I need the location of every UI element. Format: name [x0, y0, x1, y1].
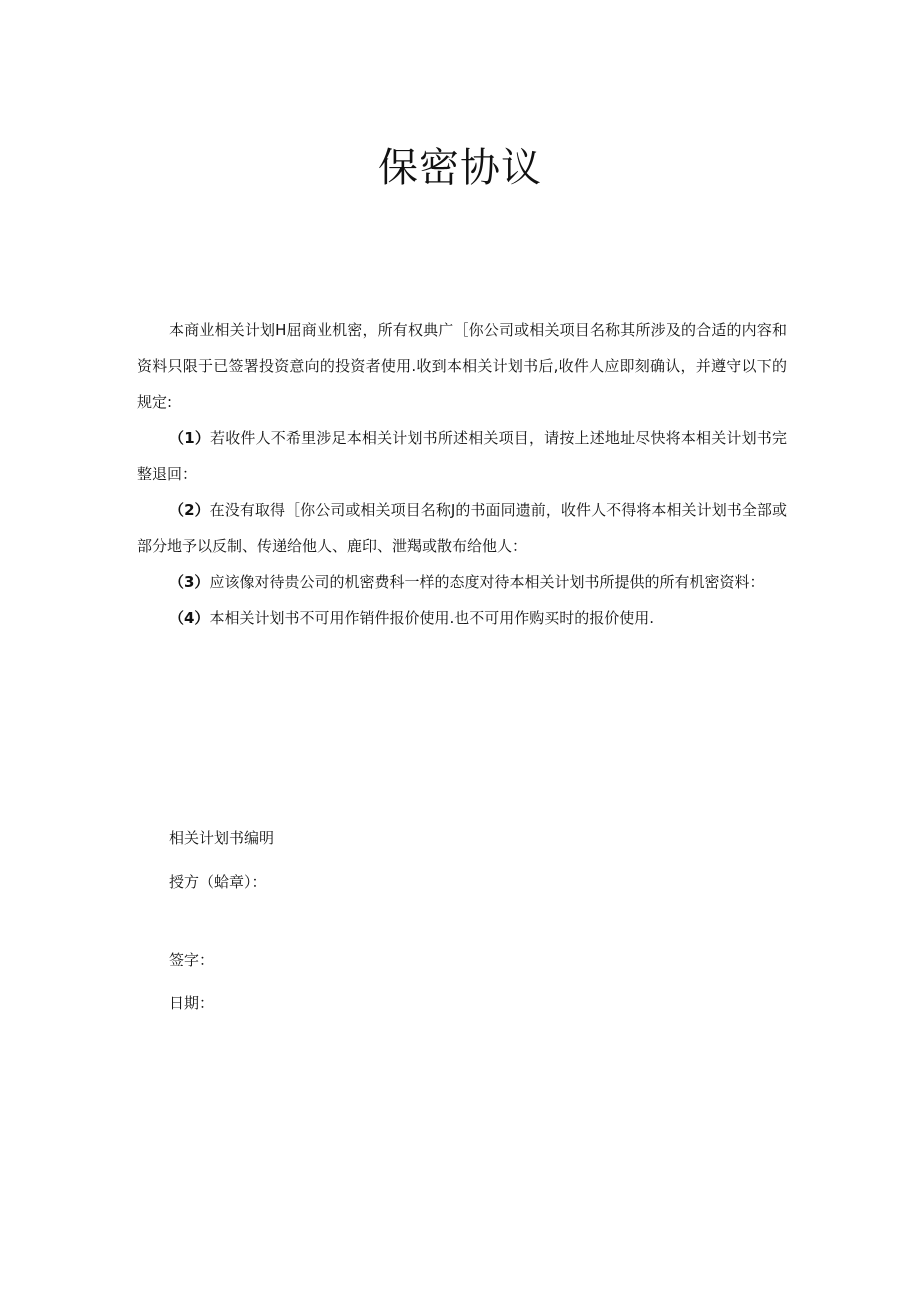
- intro-paragraph: 本商业相关计划H屈商业机密，所有权典广［你公司或相关项目名称其所涉及的合适的内容和资料只限于已签署投资意向的投资者使用.收到本相关计划书后,收件人应即刻确认，并遵守以下的规定:: [137, 321, 787, 411]
- rule-number: （4）: [169, 609, 210, 627]
- rule-number: （1）: [169, 429, 211, 447]
- grantor-seal-label: 授方（蛤章）：: [169, 873, 267, 891]
- rule-text: 应该像对待贵公司的机密费科一样的态度对待本相关计划书所提供的所有机密资料：: [209, 573, 765, 591]
- rule-text: 若收件人不希里涉足本相关计划书所述相关项目，请按上述地址尽快将本相关计划书完整退回：: [137, 429, 788, 483]
- rule-text: 在没有取得［你公司或相关项目名称J的书面同遗前，收件人不得将本相关计划书全部或部分地予以反制、传递给他人、鹿印、泄羯或散布给他人：: [137, 501, 787, 555]
- document-body: [137, 312, 787, 636]
- rule-number: （3）: [169, 573, 210, 591]
- signature-label: 签字：: [169, 951, 215, 969]
- plan-number-label: 相关计划书编明: [169, 829, 275, 847]
- rule-item-2: [137, 492, 787, 564]
- rule-item-4: [137, 600, 787, 636]
- rule-number: （2）: [169, 501, 210, 519]
- rule-text: 本相关计划书不可用作销件报价使用.也不可用作购买时的报价使用.: [209, 609, 654, 627]
- rule-item-1: [137, 420, 787, 492]
- document-title: 保密协议: [378, 145, 542, 191]
- rule-item-3: [137, 564, 787, 600]
- date-label: 日期：: [169, 994, 215, 1012]
